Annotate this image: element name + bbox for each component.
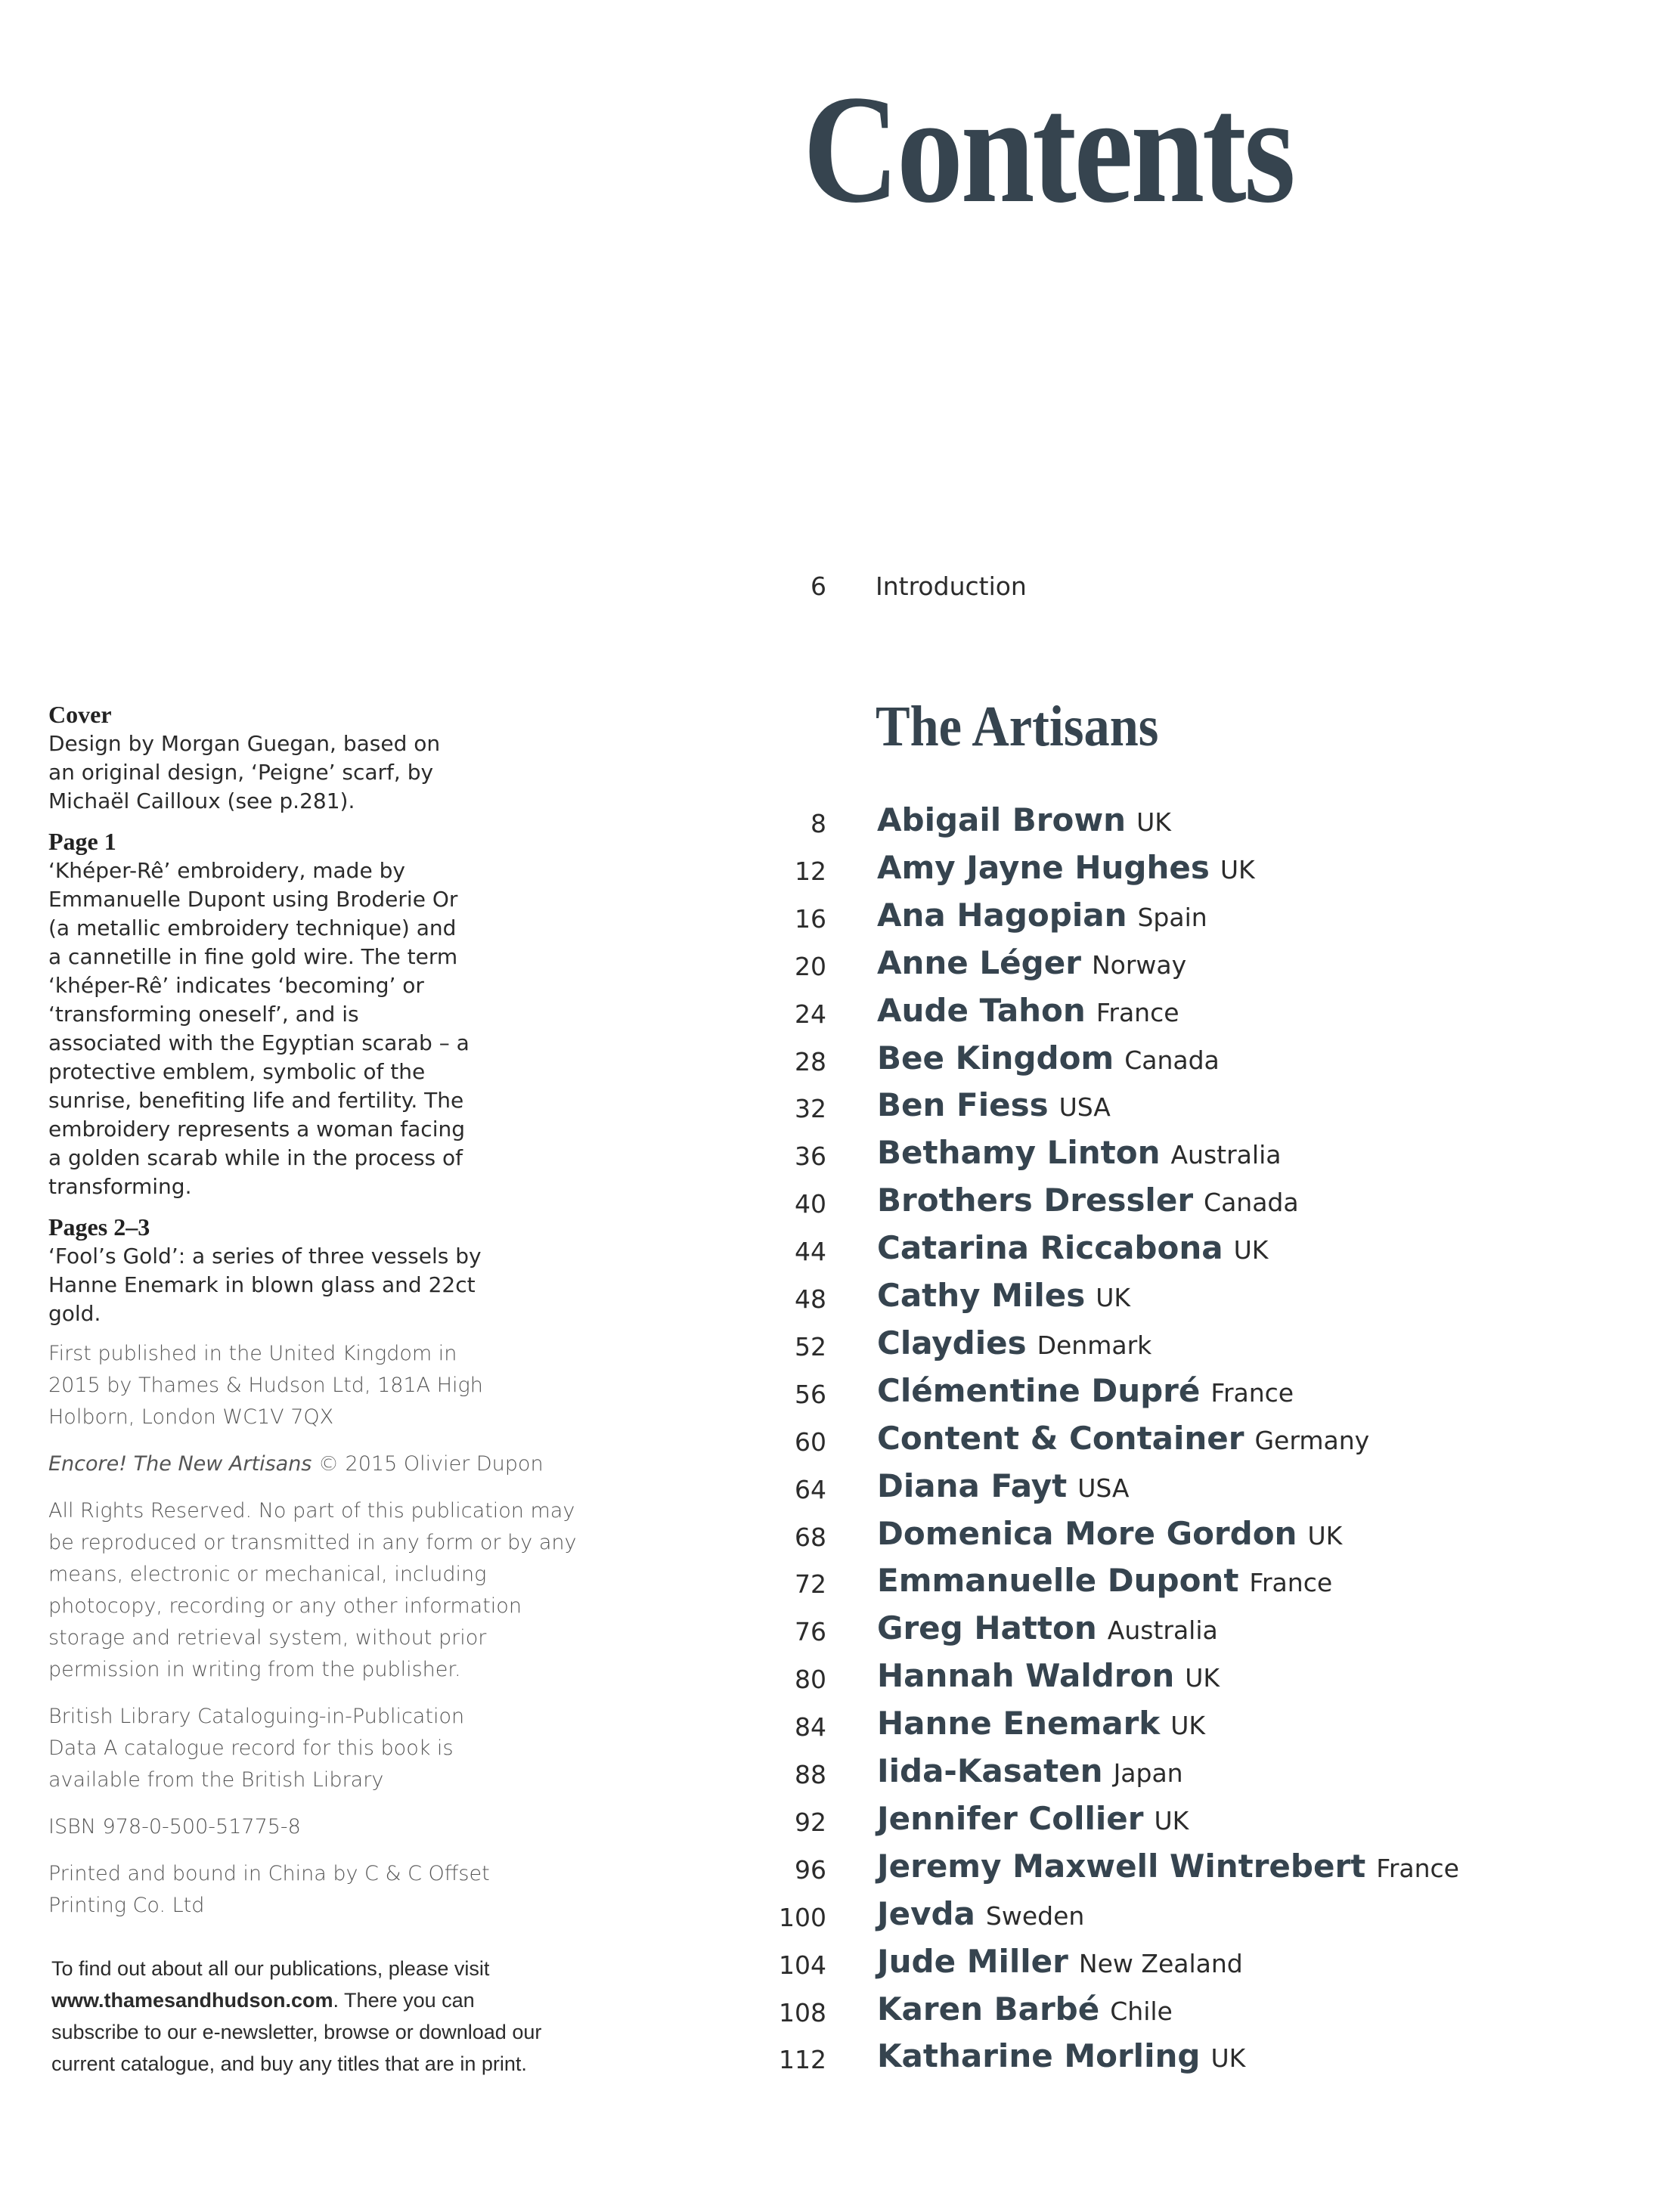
artisan-name (877, 992, 1179, 1029)
printed: Printed and bound in China by C & C Offset Printing Co. Ltd (48, 1862, 490, 1917)
page-number: 100 (779, 1902, 826, 1932)
section-title: The Artisans (876, 695, 1159, 758)
artisan-name-text: Greg Hatton (877, 1609, 1097, 1647)
artisan-name (877, 1229, 1268, 1266)
copyright (48, 1448, 593, 1480)
artisan-name (877, 944, 1186, 981)
artisan-name (877, 801, 1171, 838)
artisan-country: Germany (1254, 1425, 1370, 1455)
artisan-country: France (1210, 1377, 1294, 1408)
artisan-country: France (1249, 1568, 1333, 1598)
page-number: 16 (795, 903, 826, 934)
artisan-name (877, 1134, 1281, 1171)
artisan-country: UK (1170, 1711, 1206, 1741)
pages23-text: ‘Fool’s Gold’: a series of three vessels by Hanne Enemark in blown glass and 22ct gold. (48, 1244, 482, 1326)
artisan-name-text: Ana Hagopian (877, 896, 1127, 934)
artisan-name-text: Jeremy Maxwell Wintrebert (877, 1847, 1366, 1885)
page-number: 32 (795, 1094, 826, 1124)
artisan-name-text: Karen Barbé (877, 1990, 1100, 2027)
artisan-country: New Zealand (1078, 1948, 1243, 1978)
artisan-name (877, 1562, 1332, 1599)
artisan-name-text: Bethamy Linton (877, 1134, 1161, 1172)
page-number: 72 (795, 1569, 826, 1600)
artisan-name (877, 1609, 1218, 1646)
page-number: 56 (795, 1379, 826, 1409)
artisan-country: Sweden (985, 1900, 1085, 1931)
artisan-country: UK (1233, 1235, 1269, 1265)
page-number: 24 (795, 999, 826, 1029)
artisan-name-text: Catarina Riccabona (877, 1229, 1223, 1267)
page1-heading: Page 1 (48, 828, 116, 855)
page-number: 8 (811, 809, 826, 838)
artisan-country: UK (1154, 1805, 1189, 1835)
artisan-name (877, 1182, 1299, 1219)
artisan-name-text: Hanne Enemark (877, 1705, 1161, 1742)
artisan-country: Canada (1124, 1045, 1220, 1075)
artisan-country: Norway (1091, 949, 1187, 980)
imprint (48, 1338, 593, 1937)
isbn: ISBN 978-0-500-51775-8 (48, 1815, 301, 1839)
artisan-name-text: Iida-Kasaten (877, 1752, 1103, 1789)
page-number: 92 (795, 1807, 826, 1837)
entry-label: Introduction (876, 572, 1027, 601)
artisan-name (877, 1800, 1189, 1837)
artisan-name-text: Emmanuelle Dupont (877, 1562, 1239, 1600)
artisan-name (877, 1324, 1152, 1361)
artisan-country: UK (1185, 1663, 1220, 1693)
page-number: 112 (779, 2045, 826, 2075)
page-number: 76 (795, 1617, 826, 1647)
page-number: 64 (795, 1474, 826, 1504)
artisan-name (877, 849, 1255, 886)
artisan-name-text: Amy Jayne Hughes (877, 848, 1210, 886)
page-number: 36 (795, 1142, 826, 1172)
cover-heading: Cover (48, 701, 112, 728)
artisan-name-text: Domenica More Gordon (877, 1514, 1297, 1552)
page-number: 108 (779, 1997, 826, 2027)
pages23-heading: Pages 2–3 (48, 1213, 150, 1241)
website-link[interactable]: www.thamesandhudson.com (51, 1989, 333, 2012)
visit-note (51, 1953, 566, 2080)
artisan-name (877, 1039, 1220, 1076)
artisan-name-text: Abigail Brown (877, 801, 1127, 838)
page-number: 68 (795, 1522, 826, 1552)
page-number: 20 (795, 951, 826, 981)
copyright-holder: © 2015 Olivier Dupon (312, 1452, 544, 1476)
page-number: 84 (795, 1712, 826, 1742)
page-title: Contents (803, 64, 1294, 235)
artisan-name-text: Brothers Dressler (877, 1182, 1194, 1219)
artisan-name-text: Jennifer Collier (877, 1799, 1144, 1837)
artisan-name-text: Katharine Morling (877, 2037, 1201, 2075)
book-title: Encore! The New Artisans (48, 1452, 312, 1476)
artisan-name-text: Anne Léger (877, 943, 1081, 981)
page1-text: ‘Khéper-Rê’ embroidery, made by Emmanuelle Dupont using Broderie Or (a metallic embroidery technique) and a cannetille in fine gold wire. The term ‘khéper-Rê’ indicates ‘becoming’ or ‘transforming oneself’, and is associated with the Egyptian scarab – a protective emblem, symbolic of the sunrise, benefiting life and fertility. The embroidery represents a woman facing a golden scarab while in the process of transforming. (48, 858, 470, 1199)
page-number: 96 (795, 1854, 826, 1885)
page-number: 28 (795, 1046, 826, 1076)
artisan-name (877, 1372, 1294, 1409)
artisan-country: France (1376, 1853, 1459, 1883)
cip: British Library Cataloguing-in-Publication Data A catalogue record for this book is available from the British Library (48, 1705, 465, 1792)
artisan-name (877, 1467, 1130, 1504)
artisan-name (877, 1086, 1111, 1123)
artisan-country: UK (1220, 854, 1255, 884)
rights: All Rights Reserved. No part of this publication may be reproduced or transmitted in any form or by any means, electronic or mechanical, including photocopy, recording or any other information storage and retrieval system, without prior permission in writing from the publisher. (48, 1499, 577, 1681)
artisan-country: Spain (1137, 902, 1207, 932)
artisan-country: USA (1059, 1092, 1111, 1123)
cover-text: Design by Morgan Guegan, based on an original design, ‘Peigne’ scarf, by Michaël Cailloux (see p.281). (48, 731, 441, 813)
artisan-country: UK (1307, 1520, 1343, 1550)
artisan-country: UK (1096, 1283, 1131, 1312)
artisan-name-text: Content & Container (877, 1419, 1245, 1457)
artisan-name-text: Hannah Waldron (877, 1657, 1175, 1695)
artisan-name-text: Ben Fiess (877, 1086, 1049, 1124)
artisan-name (877, 1990, 1173, 2027)
artisan-name (877, 2037, 1245, 2074)
page-number: 6 (811, 572, 826, 601)
artisan-name (877, 1515, 1342, 1552)
artisan-country: USA (1077, 1473, 1130, 1503)
visit-text: To find out about all our publications, please visit (51, 1957, 490, 1980)
page-number: 12 (795, 856, 826, 886)
artisan-name (877, 1943, 1243, 1980)
artisan-country: UK (1136, 807, 1171, 837)
artisan-country: France (1096, 997, 1179, 1027)
artisan-name (877, 1420, 1369, 1457)
artisan-country: Australia (1170, 1140, 1282, 1170)
artisan-name (877, 1277, 1130, 1314)
artisan-name (877, 1848, 1459, 1885)
page-number: 40 (795, 1189, 826, 1219)
artisan-name (877, 1657, 1220, 1694)
artisan-name-text: Jevda (877, 1894, 975, 1932)
artisan-country: Chile (1110, 1996, 1173, 2026)
page-number: 52 (795, 1331, 826, 1361)
artisan-country: UK (1210, 2043, 1246, 2074)
artisan-name (877, 1752, 1183, 1789)
page-number: 88 (795, 1760, 826, 1789)
artisan-name-text: Diana Fayt (877, 1467, 1068, 1504)
artisan-country: Australia (1107, 1615, 1218, 1646)
artisan-country: Denmark (1037, 1330, 1152, 1360)
artisan-name-text: Jude Miller (877, 1942, 1068, 1980)
artisan-name-text: Aude Tahon (877, 991, 1086, 1029)
artisan-name-text: Cathy Miles (877, 1277, 1086, 1314)
artisan-name-text: Claydies (877, 1324, 1027, 1361)
page-number: 104 (779, 1950, 826, 1980)
page-number: 48 (795, 1284, 826, 1314)
page-number: 44 (795, 1237, 826, 1267)
artisan-country: Canada (1204, 1188, 1299, 1218)
artisan-name (877, 1705, 1205, 1742)
visit-text-rest: . There you can subscribe to our e-newsletter, browse or download our current catalogue, and buy any titles that are in print. (51, 1989, 542, 2075)
page-number: 80 (795, 1665, 826, 1695)
artisan-name (877, 897, 1207, 934)
page-number: 60 (795, 1427, 826, 1457)
credits (48, 699, 593, 1339)
first-published: First published in the United Kingdom in 2015 by Thames & Hudson Ltd, 181A High Holborn, London WC1V 7QX (48, 1342, 483, 1429)
artisan-name-text: Clémentine Dupré (877, 1371, 1201, 1409)
artisan-name-text: Bee Kingdom (877, 1039, 1114, 1076)
artisan-country: Japan (1113, 1758, 1183, 1788)
artisan-name (877, 1895, 1084, 1932)
